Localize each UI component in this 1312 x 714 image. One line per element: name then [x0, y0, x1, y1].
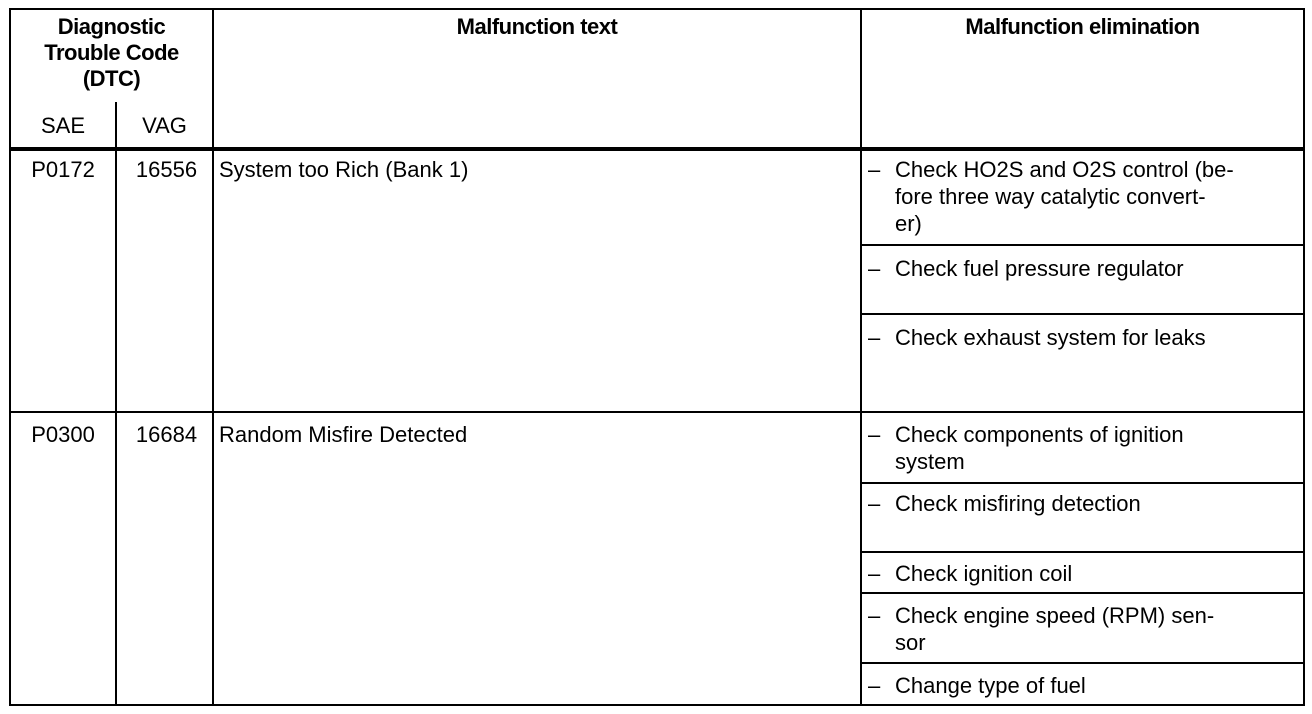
step-divider	[862, 482, 1303, 484]
step-line: Check fuel pressure regulator	[895, 256, 1184, 281]
step-line: Change type of fuel	[895, 673, 1086, 698]
step-dash: –	[868, 256, 881, 281]
step-dash: –	[868, 603, 881, 628]
step-line: er)	[895, 211, 922, 236]
step-line: Check engine speed (RPM) sen-	[895, 603, 1215, 628]
step-line: Check HO2S and O2S control (be-	[895, 157, 1234, 182]
step-line: Check ignition coil	[895, 561, 1073, 586]
step-dash: –	[868, 561, 881, 586]
step-divider	[862, 244, 1303, 246]
dtc-table	[9, 8, 1305, 706]
malfunction-text: Random Misfire Detected	[219, 422, 468, 447]
step-line: Check misfiring detection	[895, 491, 1141, 516]
row-divider	[11, 411, 1303, 413]
header-bottom-rule	[11, 147, 1303, 151]
step-dash: –	[868, 422, 881, 447]
sae-column-header: SAE	[40, 113, 86, 138]
step-divider	[862, 592, 1303, 594]
sae-code: P0300	[31, 422, 95, 447]
vag-code: 16684	[135, 422, 198, 447]
step-line: Check exhaust system for leaks	[895, 325, 1206, 350]
step-divider	[862, 662, 1303, 664]
vag-code: 16556	[135, 157, 198, 182]
step-line: sor	[895, 630, 926, 655]
malfunction-text: System too Rich (Bank 1)	[219, 157, 469, 182]
vag-column-header: VAG	[142, 113, 187, 138]
dtc-header-line3: (DTC)	[82, 66, 141, 91]
dtc-header-line2: Trouble Code	[44, 40, 179, 65]
divider-vag-text	[212, 10, 214, 706]
sae-code: P0172	[31, 157, 95, 182]
divider-sae-vag	[115, 102, 117, 706]
step-dash: –	[868, 325, 881, 350]
malfunction-text-header: Malfunction text	[456, 14, 618, 39]
step-dash: –	[868, 157, 881, 182]
step-line: fore three way catalytic convert-	[895, 184, 1206, 209]
step-divider	[862, 551, 1303, 553]
dtc-header-line1: Diagnostic	[57, 14, 166, 39]
divider-text-elim	[860, 10, 862, 706]
malfunction-elimination-header: Malfunction elimination	[965, 14, 1200, 39]
step-dash: –	[868, 673, 881, 698]
step-dash: –	[868, 491, 881, 516]
step-line: Check components of ignition	[895, 422, 1184, 447]
step-line: system	[895, 449, 965, 474]
step-divider	[862, 313, 1303, 315]
